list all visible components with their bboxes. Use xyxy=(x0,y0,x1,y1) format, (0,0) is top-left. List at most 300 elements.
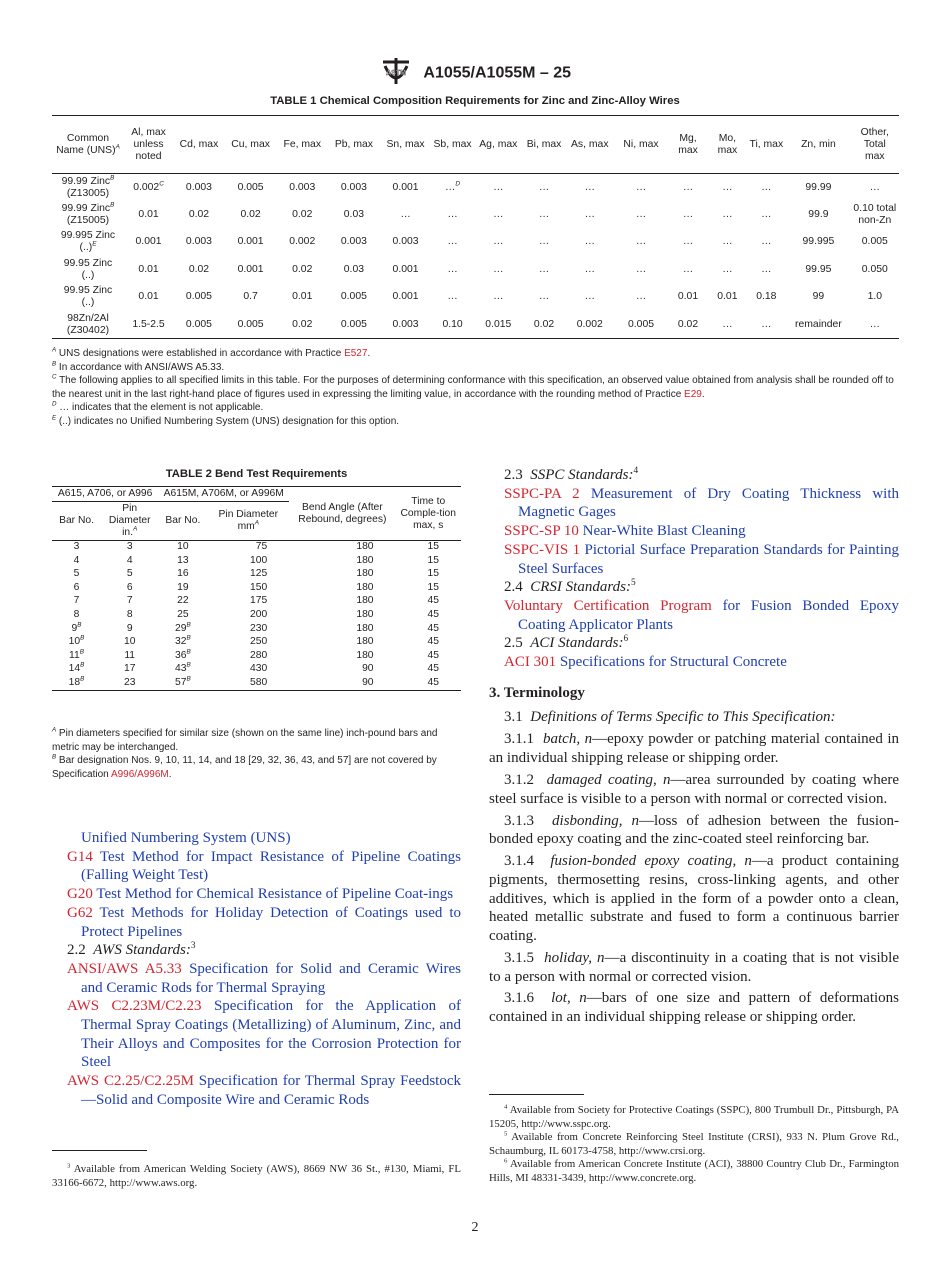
reference-item xyxy=(52,997,461,1072)
table1-cell-value: 0.001 xyxy=(392,181,419,193)
table2-row xyxy=(52,649,461,663)
table1-cell xyxy=(565,284,614,312)
section-2-5-num: 2.5 xyxy=(504,635,523,652)
table2-bar-no-metric xyxy=(158,554,207,568)
table2-bar-no xyxy=(52,636,101,650)
table1-cell-value: … xyxy=(584,263,595,275)
term-number: 3.1.3 xyxy=(504,812,534,829)
table2-bar-no-metric-value: 16 xyxy=(177,568,189,580)
table1-cell xyxy=(474,229,523,257)
reference-list-crsi xyxy=(489,597,899,634)
right-column xyxy=(489,466,899,1030)
table1-cell xyxy=(523,311,565,339)
table1-cell xyxy=(328,311,380,339)
reference-item xyxy=(52,848,461,885)
table1-cell xyxy=(225,256,277,284)
table1-cell-value: 0.01 xyxy=(138,263,159,275)
term-number: 3.1.5 xyxy=(504,949,534,966)
table1-cell xyxy=(431,229,473,257)
table2-pin-in: 6 xyxy=(126,581,133,593)
reference-item xyxy=(489,522,899,541)
reference-item xyxy=(52,885,461,904)
table2-pin-in: 17 xyxy=(123,663,136,675)
astm-logo-text: ASTM xyxy=(386,70,406,77)
reference-title-link[interactable]: Test Method for Chemical Resistance of Pipeline Coat-ings xyxy=(96,886,454,903)
table1-header-row xyxy=(52,116,899,174)
table1-col-header: Mg, max xyxy=(678,132,698,156)
table1-cell xyxy=(668,201,709,229)
table2-row xyxy=(52,608,461,622)
reference-title-link[interactable]: Near-White Blast Cleaning xyxy=(582,523,746,540)
footnote-mark: A xyxy=(52,346,57,354)
table1-cell-value: 0.002 xyxy=(133,181,160,193)
table2-time: 15 xyxy=(427,568,439,580)
table1-cell-value: 0.005 xyxy=(237,181,264,193)
table1-cell xyxy=(614,174,667,202)
table2-footnote-b: $^B$ Bar designation Nos. 9, 10, 11, 14, and 18 [29, 32, 36, 43, and 57] are not covered by Specification A996/A996M. xyxy=(52,753,437,780)
page-number: 2 xyxy=(471,1220,479,1235)
table1-cell-value: … xyxy=(538,291,550,303)
footnote-divider-right xyxy=(489,1094,584,1095)
footnote xyxy=(489,1131,899,1158)
table1-cell-value: … xyxy=(635,263,647,275)
table2-row xyxy=(52,581,461,595)
table1-cell xyxy=(124,256,173,284)
table1-row-name xyxy=(52,174,124,202)
table1-cell-value: 0.003 xyxy=(185,236,212,248)
table1-cell-value: … xyxy=(538,263,550,275)
footnote-mark: C xyxy=(52,373,57,381)
table2-bar-no xyxy=(52,568,101,582)
footnote-mark: 4 xyxy=(504,1103,508,1111)
table2-pin-in: 9 xyxy=(126,622,133,634)
table1-cell-value: … xyxy=(584,208,595,220)
table2-time: 15 xyxy=(427,541,439,553)
table1-cell-value: 99.95 xyxy=(805,263,832,275)
footnote-marker: B xyxy=(186,634,191,642)
table1-cell-value: 0.10 total non-Zn xyxy=(853,202,897,226)
link-a996[interactable]: A996/A996M xyxy=(110,768,169,780)
table1-cell xyxy=(474,174,523,202)
table1-cell xyxy=(523,284,565,312)
term-text: —a product containing pigments, thermosetting resins, cross-linking agents, and other additives, which is applied in the form of a powder onto a clean, heated metallic substrate and fused to form a continuous barrier coating. xyxy=(489,853,900,944)
table1-body xyxy=(52,174,899,339)
uns-continuation[interactable]: Unified Numbering System (UNS) xyxy=(81,830,291,846)
table2-bend-angle: 180 xyxy=(356,636,374,648)
table1-cell-value: 99.9 xyxy=(808,208,829,220)
table1-cell-value: 0.003 xyxy=(185,181,212,193)
table1-cell-value: … xyxy=(869,318,880,330)
reference-title-link[interactable]: Pictorial Surface Preparation Standards for Painting Steel Surfaces xyxy=(518,541,900,577)
table2-bar-no-metric xyxy=(158,541,207,555)
table1-cell xyxy=(565,311,614,339)
reference-code-link[interactable]: G14 xyxy=(67,848,93,865)
standard-link[interactable]: E527 xyxy=(344,348,368,359)
table2-pin-in: 8 xyxy=(126,609,133,621)
table1-cell xyxy=(851,174,899,202)
right-footnotes xyxy=(489,1104,899,1186)
table1-cell xyxy=(786,284,850,312)
table2-bar-no xyxy=(52,554,101,568)
table2-bar-no xyxy=(52,595,101,609)
footnote-text: Available from Society for Protective Coatings (SSPC), 800 Trumbull Dr., Pittsburgh, PA 15205, http://www.sspc.org. xyxy=(489,1104,899,1130)
table2-header-time: Time to Comple-tion max, s xyxy=(400,495,457,531)
table2-row xyxy=(52,595,461,609)
table2-bar-no-metric xyxy=(158,622,207,636)
table2-bar-no-metric xyxy=(158,636,207,650)
reference-title-link[interactable]: Test Method for Impact Resistance of Pipeline Coatings (Falling Weight Test) xyxy=(81,848,461,884)
table1-cell xyxy=(668,229,709,257)
table1-col-header: Sn, max xyxy=(386,138,425,150)
astm-logo-icon xyxy=(379,56,413,91)
reference-item xyxy=(489,653,899,672)
table2-bar-no xyxy=(52,541,101,555)
table2-bar-no xyxy=(52,676,101,690)
table2-bar-no-metric xyxy=(158,608,207,622)
footnote-mark: 6 xyxy=(504,1157,508,1165)
table1-cell-value: … xyxy=(682,208,694,220)
table1-cell-value: … xyxy=(635,181,647,193)
table1-cell-value: … xyxy=(722,208,733,220)
table1-cell-value: 0.005 xyxy=(861,236,888,248)
table1-cell-value: … xyxy=(761,236,772,248)
table1-cell-value: … xyxy=(584,236,595,248)
table1-cell-value: 1.5-2.5 xyxy=(132,318,165,330)
table1-cell-value: 0.003 xyxy=(392,236,419,248)
table1-row-name-text: 99.95 Zinc xyxy=(63,285,113,297)
section-2-4-sup: 5 xyxy=(630,578,636,589)
table2-pin-in: 11 xyxy=(124,649,136,661)
designation-title: A1055/A1055M – 25 xyxy=(423,64,572,82)
table1-cell xyxy=(328,174,380,202)
table2-bar-no-value: 7 xyxy=(73,595,80,607)
reference-code-link[interactable]: AWS C2.25/C2.25M xyxy=(67,1073,194,1090)
table2-bar-no-value: 6 xyxy=(73,581,80,593)
table2-bar-no-metric-value: 19 xyxy=(177,581,189,593)
table2-time: 45 xyxy=(427,676,439,688)
table1-cell xyxy=(746,201,786,229)
left-footnote-area xyxy=(52,1150,461,1190)
table1-col-header: Bi, max xyxy=(526,138,562,150)
table2-bar-no-value: 14 xyxy=(68,663,81,675)
table2-bar-no-metric-value: 29 xyxy=(175,622,187,634)
table2-bend-angle: 90 xyxy=(362,676,374,688)
table1-cell-value: 0.02 xyxy=(188,263,210,275)
table2-bar-no-metric xyxy=(158,649,207,663)
term-name: holiday, n xyxy=(544,949,605,966)
table1-row-uns: (..) xyxy=(81,269,95,281)
table2-bend-angle: 180 xyxy=(356,541,374,553)
table1-cell xyxy=(124,311,173,339)
table1-cell xyxy=(565,229,614,257)
table1-cell-value: … xyxy=(722,263,733,275)
table1-cell-value: 99.99 xyxy=(805,181,832,193)
reference-title-link[interactable]: Specification for the Application of Thermal Spray Coatings (Metallizing) of Aluminum, Zinc, and Their Alloys and Composites for the Corrosion Protection for Steel xyxy=(81,998,461,1071)
table1-footnote xyxy=(52,415,900,429)
footnote-text: Available from Concrete Reinforcing Steel Institute (CRSI), 933 N. Plum Grove Rd., Schaumburg, IL 60173-4758, http://www.crsi.org. xyxy=(489,1131,899,1157)
table1-cell xyxy=(786,174,850,202)
table1-footnote-after: . xyxy=(701,388,705,400)
section-2-2-sup: 3 xyxy=(190,941,196,952)
section-2-4-num: 2.4 xyxy=(504,579,523,596)
table1-cell-value: 0.001 xyxy=(237,263,264,275)
table2-header-bend-angle: Bend Angle (After Rebound, degrees) xyxy=(298,501,387,525)
table1-cell-value: … xyxy=(869,181,880,193)
table1-cell xyxy=(328,229,380,257)
page-header xyxy=(0,56,950,91)
table2-body xyxy=(52,541,461,691)
term-definition xyxy=(489,771,899,808)
table2-bend-angle: 180 xyxy=(356,609,374,621)
table1-cell-value: remainder xyxy=(795,318,842,330)
table1-col-header: Mo, max xyxy=(717,132,738,156)
table2-footnote-b-text: Bar designation Nos. 9, 10, 11, 14, and 18 [29, 32, 36, 43, and 57] are not covered by Specification xyxy=(52,755,437,780)
table1-cell xyxy=(851,284,899,312)
reference-title-link[interactable]: Test Methods for Holiday Detection of Coatings used to Protect Pipelines xyxy=(81,904,461,940)
table1-cell-value: … xyxy=(722,236,733,248)
table1-cell-value: 0.10 xyxy=(442,318,463,330)
table2-pin-mm: 250 xyxy=(250,636,268,648)
table1-row-name-text: 99.99 Zinc xyxy=(61,202,111,214)
reference-title-link[interactable]: Measurement of Dry Coating Thickness with Magnetic Gages xyxy=(518,485,899,521)
reference-item xyxy=(489,597,899,634)
table2-pin-mm: 230 xyxy=(250,622,268,634)
reference-list-sspc xyxy=(489,485,899,579)
section-2-2-title: AWS Standards: xyxy=(93,942,191,959)
reference-code-link[interactable]: Voluntary Certification Program xyxy=(504,597,712,614)
table1-cell-value: 0.01 xyxy=(292,291,313,303)
term-name: batch, n xyxy=(543,731,593,748)
table2-time: 45 xyxy=(427,649,439,661)
table1-footnote-text: In accordance with ANSI/AWS A5.33. xyxy=(58,361,225,373)
term-text: —epoxy powder or patching material contained in an individual shipping release or shipping order. xyxy=(489,731,900,767)
table2-caption: TABLE 2 Bend Test Requirements xyxy=(165,468,348,480)
table1-cell xyxy=(746,174,786,202)
table2-time: 15 xyxy=(427,581,439,593)
table1-footnote-text: UNS designations were established in accordance with Practice xyxy=(58,348,345,359)
table1-cell-value: 0.7 xyxy=(243,291,258,303)
table1-cell xyxy=(173,229,225,257)
table1-cell-value: 0.03 xyxy=(343,208,365,220)
reference-code-link[interactable]: SSPC-VIS 1 xyxy=(504,541,581,558)
table1-cell xyxy=(614,229,667,257)
footnote-marker: E xyxy=(92,240,97,248)
table2-row xyxy=(52,676,461,690)
reference-code-link[interactable]: AWS C2.23M/C2.23 xyxy=(67,998,202,1015)
table2-pin-mm: 200 xyxy=(250,609,268,621)
reference-code-link[interactable]: G20 xyxy=(67,886,93,903)
footnote-marker: B xyxy=(186,675,191,683)
table1-row-uns: (..) xyxy=(81,297,95,309)
table2-header-pin-mm-text: Pin Diameter mm xyxy=(218,509,279,532)
table1-cell xyxy=(380,174,432,202)
footnote-marker: B xyxy=(80,661,85,669)
footnote-marker: B xyxy=(77,621,82,629)
footnote-text: Available from American Concrete Institute (ACI), 38800 Country Club Dr., Farmington Hills, MI 48331-3439, http://www.concrete.org. xyxy=(489,1158,899,1184)
table1-cell xyxy=(173,311,225,339)
table1-cell xyxy=(173,174,225,202)
reference-code-link[interactable]: ANSI/AWS A5.33 xyxy=(67,960,182,977)
section-2-3-sup: 4 xyxy=(633,466,639,476)
reference-code-link[interactable]: ACI 301 xyxy=(504,654,557,671)
footnote-marker: B xyxy=(110,201,115,209)
table1-footnote xyxy=(52,347,900,361)
term-definition xyxy=(489,989,899,1026)
table2-row xyxy=(52,568,461,582)
footnote-3-mark: 3 xyxy=(67,1162,71,1170)
table1-cell-value: … xyxy=(682,236,694,248)
table1-row-uns: (Z13005) xyxy=(66,187,110,199)
table1-cell xyxy=(474,311,523,339)
table1-col-header: Ni, max xyxy=(623,138,659,150)
footnote-marker: A xyxy=(115,143,120,151)
left-column xyxy=(52,829,461,1110)
table1-cell xyxy=(786,229,850,257)
table1-row-name xyxy=(52,201,124,229)
table2-pin-mm: 100 xyxy=(250,554,268,566)
table1-cell-value: 0.015 xyxy=(485,318,512,330)
table1-cell-value: 0.005 xyxy=(185,318,212,330)
table2-bar-no-metric xyxy=(158,676,207,690)
table2-footnote-b-after: . xyxy=(168,768,172,780)
table2-pin-mm: 430 xyxy=(250,663,268,675)
footnote-mark: B xyxy=(52,360,57,368)
reference-item xyxy=(52,960,461,997)
reference-code-link[interactable]: SSPC-SP 10 xyxy=(504,523,579,540)
table1-cell-value: 0.050 xyxy=(861,263,888,275)
table1-row xyxy=(52,311,899,339)
terms-list xyxy=(489,730,899,1026)
table1-cell xyxy=(851,229,899,257)
section-3-1-title: Definitions of Terms Specific to This Specification: xyxy=(530,709,836,726)
table1-col-header: Zn, min xyxy=(801,138,836,150)
table2-bend-angle: 90 xyxy=(362,663,374,675)
reference-title-link[interactable]: for Fusion Bonded Epoxy Coating Applicator Plants xyxy=(518,597,899,633)
table2-bar-no-metric-value: 43 xyxy=(175,663,187,675)
table2-group-inch: A615, A706, or A996 xyxy=(52,487,158,502)
table1-col-header: Sb, max xyxy=(433,138,472,150)
table1-row xyxy=(52,174,899,202)
table1-footnotes xyxy=(52,347,900,428)
term-text: —loss of adhesion between the fusion-bonded epoxy coating and the zinc-coated steel reinforcing bar. xyxy=(489,812,899,848)
section-2-3-heading xyxy=(489,466,899,485)
term-name: disbonding, n xyxy=(552,812,639,829)
table2-bar-no-metric-value: 57 xyxy=(175,676,187,688)
table2-bar-no-metric xyxy=(158,581,207,595)
table1-cell xyxy=(276,284,328,312)
section-2-5-title: ACI Standards: xyxy=(530,635,624,652)
table2-bar-no-metric-value: 32 xyxy=(175,636,187,648)
table2-header-pin-in: Pin Diameter in.$^A$ xyxy=(108,503,151,538)
table1-cell-value: … xyxy=(584,291,595,303)
table1-cell xyxy=(565,201,614,229)
table2-bend-angle: 180 xyxy=(356,554,374,566)
table1-cell-value: 0.02 xyxy=(533,318,555,330)
term-number: 3.1.6 xyxy=(504,990,534,1007)
section-2-2-num: 2.2 xyxy=(67,942,86,959)
table1-cell xyxy=(668,311,709,339)
table2-pin-in: 7 xyxy=(126,595,133,607)
table1-cell xyxy=(431,201,473,229)
table1-row-uns: (..) xyxy=(79,242,93,254)
table1-cell-value: 0.18 xyxy=(756,291,777,303)
table1-cell-value: 99.995 xyxy=(802,236,835,248)
table1-cell-value: … xyxy=(493,208,504,220)
term-number: 3.1.2 xyxy=(504,771,534,788)
table2-pin-mm: 580 xyxy=(250,676,268,688)
table1-cell-value: 0.005 xyxy=(185,291,212,303)
table2-bar-no-metric-value: 36 xyxy=(175,649,187,661)
table1-cell xyxy=(708,174,746,202)
table2-bend-angle: 180 xyxy=(356,595,374,607)
table1-cell-value: 0.02 xyxy=(292,263,313,275)
table1-footnote-text: The following applies to all specified limits in this table. For the purposes of determining conformance with this specification, an observed value obtained from analysis shall be rounded off to the nearest unit in the last right-hand place of figures used in expressing the limiting value, in accordance with the rounding method of Practice xyxy=(52,375,894,400)
table2-time: 45 xyxy=(427,609,439,621)
reference-title-link[interactable]: Specification for Solid and Ceramic Wires and Ceramic Rods for Thermal Spraying xyxy=(81,960,462,996)
table1-cell-value: 0.002 xyxy=(576,318,603,330)
table1-cell xyxy=(851,201,899,229)
table1-cell xyxy=(523,174,565,202)
reference-code-link[interactable]: SSPC-PA 2 xyxy=(504,485,580,502)
table1-cell-value: … xyxy=(761,263,772,275)
table1-cell xyxy=(225,201,277,229)
table1-cell xyxy=(380,201,432,229)
table1-cell-value: 0.001 xyxy=(237,236,264,248)
table2-pin-mm: 75 xyxy=(255,541,268,553)
table1-cell-value: 0.001 xyxy=(135,236,162,248)
table1-col-header: Al, max unless noted xyxy=(131,126,166,162)
table1-cell-value: 0.01 xyxy=(677,291,699,303)
standard-link[interactable]: E29 xyxy=(684,388,702,400)
table2-bar-no xyxy=(52,581,101,595)
table2-pin-in: 3 xyxy=(126,541,133,553)
reference-title-link[interactable]: Specification for Thermal Spray Feedstock—Solid and Composite Wire and Ceramic Rods xyxy=(81,1073,462,1108)
table2-bar-no-value: 18 xyxy=(68,676,81,688)
reference-code-link[interactable]: G62 xyxy=(67,904,93,921)
table1-row-name-text: 98Zn/2Al xyxy=(67,312,109,324)
table1-cell xyxy=(565,174,614,202)
footnote xyxy=(489,1104,899,1131)
reference-title-link[interactable]: Specifications for Structural Concrete xyxy=(559,654,787,671)
reference-list-astm xyxy=(52,848,461,942)
table2-group-metric: A615M, A706M, or A996M xyxy=(158,487,289,502)
table2-row xyxy=(52,622,461,636)
term-text: —a discontinuity in a coating that is not visible to a person with normal or corrected vision. xyxy=(489,949,900,985)
table1-cell xyxy=(523,256,565,284)
table1-footnote xyxy=(52,361,900,375)
table2-bar-no-metric-value: 13 xyxy=(177,554,189,566)
table1-cell-value: 0.01 xyxy=(138,291,159,303)
footnote-mark: D xyxy=(52,400,57,408)
table1-cell-value: … xyxy=(761,181,772,193)
table1-cell-value: 0.005 xyxy=(340,318,367,330)
table1-cell-value: … xyxy=(635,208,647,220)
table1-col-header: Cu, max xyxy=(231,138,270,150)
reference-item xyxy=(52,904,461,941)
footnote-mark: E xyxy=(52,414,57,422)
table1-cell-value: … xyxy=(635,291,647,303)
table1-cell-value: … xyxy=(761,318,772,330)
table1-caption: TABLE 1 Chemical Composition Requirements for Zinc and Zinc-Alloy Wires xyxy=(270,95,680,107)
table1-cell xyxy=(276,256,328,284)
right-footnote-area xyxy=(489,1094,899,1186)
footnote-mark: 5 xyxy=(504,1130,508,1138)
table1-cell xyxy=(614,256,667,284)
footnote-3 xyxy=(52,1163,461,1190)
table2-row xyxy=(52,554,461,568)
table2-bar-no-value: 4 xyxy=(73,554,80,566)
table1-cell xyxy=(173,284,225,312)
